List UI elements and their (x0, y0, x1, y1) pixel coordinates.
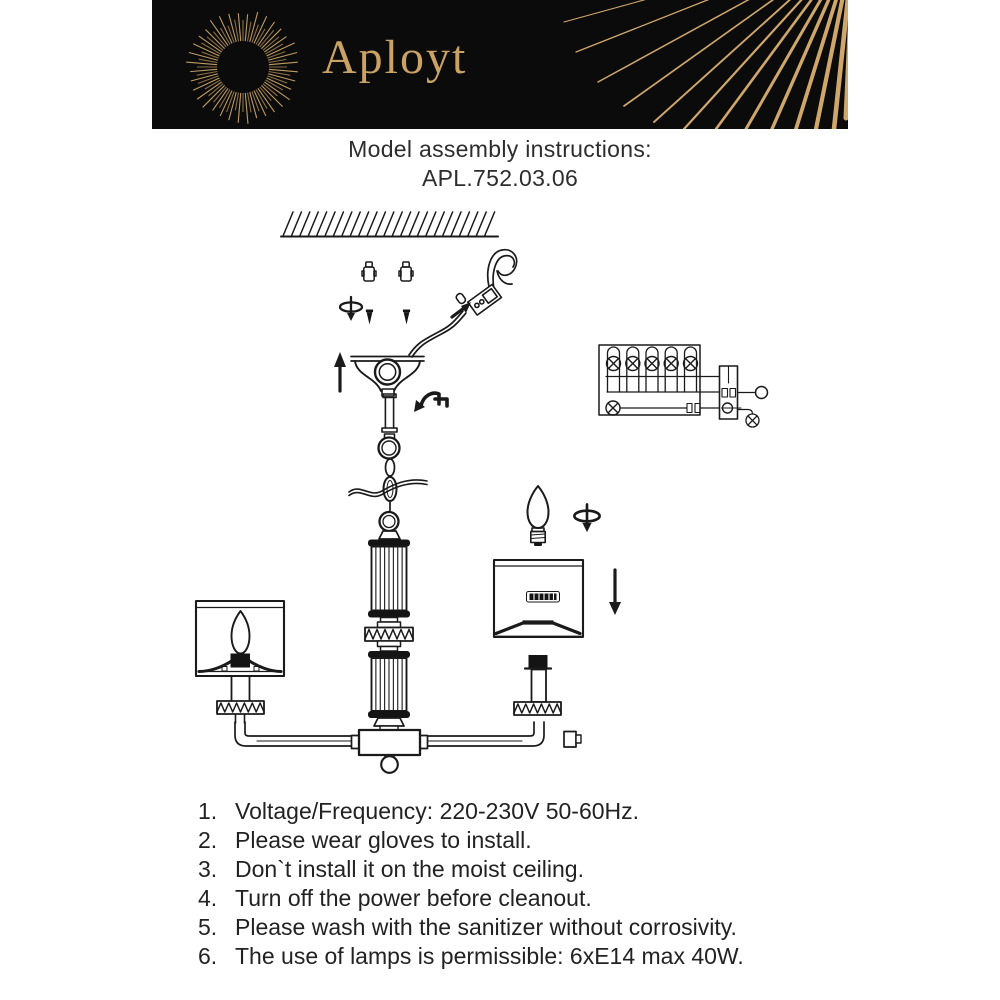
canopy (351, 357, 424, 397)
ceiling-hatch (281, 212, 498, 237)
model-number: APL.752.03.06 (421, 165, 579, 191)
wall-anchor-icons (362, 262, 413, 281)
rotation-icon (340, 297, 362, 321)
item-number: 2. (198, 827, 218, 853)
assembled-shade (196, 601, 284, 723)
item-text: Please wash with the sanitizer without corrosivity. (235, 914, 737, 940)
hanging-rod (382, 394, 397, 441)
brand-logo-text: Aployt (322, 31, 468, 84)
rotation-hook-icon (414, 393, 447, 412)
instruction-list (198, 797, 838, 971)
instruction-item (198, 826, 838, 855)
item-text: Don`t install it on the moist ceiling. (235, 856, 584, 882)
screw-icons (366, 310, 410, 325)
zigzag-ring (514, 702, 561, 715)
instruction-item (198, 797, 838, 826)
instruction-item (198, 884, 838, 913)
item-number: 1. (198, 798, 218, 824)
down-arrow (609, 570, 621, 615)
glass-shade-icon (494, 560, 583, 637)
item-number: 4. (198, 885, 218, 911)
item-number: 3. (198, 856, 218, 882)
up-arrow (334, 352, 346, 391)
ball-finial (381, 756, 398, 773)
zigzag-ring (365, 628, 413, 642)
item-number: 6. (198, 943, 218, 969)
lamp-socket (514, 655, 561, 715)
item-text: Voltage/Frequency: 220-230V 50-60Hz. (235, 798, 640, 824)
instruction-item (198, 913, 838, 942)
instruction-item (198, 855, 838, 884)
arm-stub (564, 732, 576, 748)
zigzag-ring (217, 701, 264, 714)
item-text: The use of lamps is permissible: 6xE14 max 40W. (235, 943, 744, 969)
wiring-schematic (599, 345, 768, 427)
ribbed-column (365, 531, 413, 730)
item-text: Turn off the power before cleanout. (235, 885, 592, 911)
item-number: 5. (198, 914, 218, 940)
page-title: Model assembly instructions: (348, 136, 652, 162)
rotation-icon (574, 505, 599, 533)
instruction-item (198, 942, 838, 971)
item-text: Please wear gloves to install. (235, 827, 532, 853)
candle-bulb-icon (528, 486, 549, 546)
